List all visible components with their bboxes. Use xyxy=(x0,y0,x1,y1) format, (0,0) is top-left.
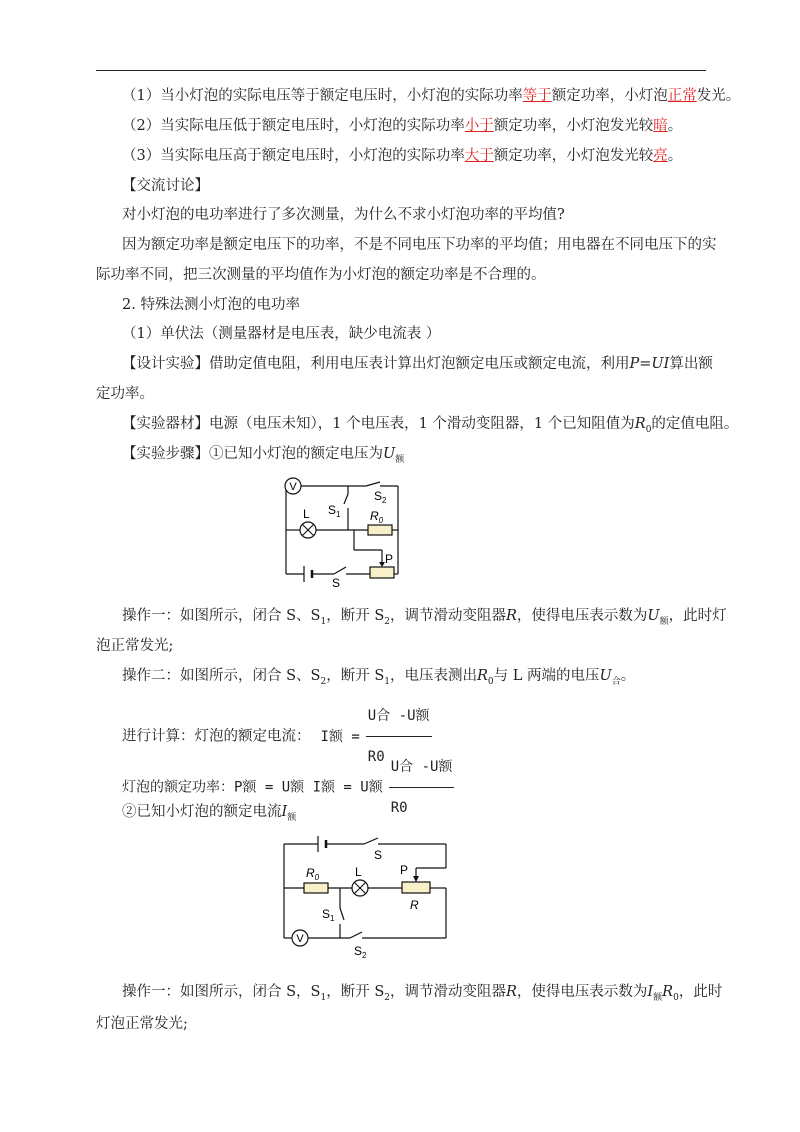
section-heading: 2. 特殊法测小灯泡的电功率 xyxy=(122,297,300,313)
battery-icon xyxy=(304,566,312,582)
rheostat xyxy=(370,567,394,578)
calc-power: 灯泡的额定功率：P额 = U额 I额 = U额 $\frac{\text{U合 -U额}}{R0}$ xyxy=(122,748,742,827)
lamp-label: L xyxy=(303,507,310,521)
power-fraction: $\frac{\text{U合 -U额}}{R0}$ xyxy=(389,748,455,827)
current-fraction: $\frac{\text{U合 -U额}}{R0}$ xyxy=(366,697,432,776)
method-heading: （1）单伏法（测量器材是电压表，缺少电流表 ） xyxy=(122,326,441,342)
conclusion-2: （2）当实际电压低于额定电压时，小灯泡的实际功率小于额定功率，小灯泡发光较暗。 xyxy=(122,118,683,134)
r0-label: $R_0$ xyxy=(306,866,320,882)
switch-s1-label: $S_1$ xyxy=(328,503,341,519)
voltmeter-label: V xyxy=(296,933,304,945)
lamp-icon xyxy=(352,880,368,896)
op1-first-line: 操作一：如图所示，闭合 S、$S_1$，断开 $S_2$，调节滑动变阻器R，使得电压表示数为$U_额$，此时灯 xyxy=(122,608,727,627)
switch-s1-label: $S_1$ xyxy=(322,907,335,923)
switch-s2-label: $S_2$ xyxy=(374,489,387,505)
fixed-resistor-r0 xyxy=(368,525,392,535)
op2-line: 操作二：如图所示，闭合 S、$S_2$，断开 $S_1$，电压表测出$R_0$与 L 两端的电压$U_合$。 xyxy=(122,668,636,687)
discussion-question: 对小灯泡的电功率进行了多次测量，为什么不求小灯泡功率的平均值? xyxy=(122,207,565,223)
case2-line: ②已知小灯泡的额定电流$I_额$ xyxy=(122,804,297,823)
fixed-resistor-r0 xyxy=(304,883,328,893)
calc-current: 进行计算：灯泡的额定电流： I额 = $\frac{\text{U合 -U额}}{R0}$ xyxy=(122,697,742,776)
slider-label: P xyxy=(400,863,409,877)
discussion-answer-line2: 际功率不同，把三次测量的平均值作为小灯泡的额定功率是不合理的。 xyxy=(96,267,546,283)
r0-label: $R_0$ xyxy=(370,509,384,525)
steps-line: 【实验步骤】①已知小灯泡的额定电压为$U_额$ xyxy=(122,446,405,465)
voltmeter-label: V xyxy=(289,481,297,493)
circuit-diagram-2 xyxy=(270,828,455,966)
rheostat-slider-arrow xyxy=(413,876,419,882)
circuit-diagram-1 xyxy=(270,470,420,588)
switch-s-label: S xyxy=(374,848,383,862)
discussion-answer-line1: 因为额定功率是额定电压下的功率，不是不同电压下功率的平均值；用电器在不同电压下的实 xyxy=(122,237,717,253)
discussion-title: 【交流讨论】 xyxy=(122,178,209,194)
switch-s-label: S xyxy=(332,576,341,588)
slider-label: P xyxy=(385,552,394,566)
equipment-line: 【实验器材】电源（电压未知），1 个电压表，1 个滑动变阻器，1 个已知阻值为$R_0$的定值电阻。 xyxy=(122,416,739,435)
op1b-first-line: 操作一：如图所示，闭合 S，$S_1$，断开 $S_2$，调节滑动变阻器R，使得电压表示数为$I_额R_0$，此时 xyxy=(122,984,723,1003)
switch-s2-label: $S_2$ xyxy=(354,944,367,960)
lamp-icon xyxy=(300,522,316,538)
rheostat xyxy=(402,882,430,893)
design-line2: 定功率。 xyxy=(96,386,154,402)
op1b-second-line: 灯泡正常发光; xyxy=(96,1016,188,1032)
op1-second-line: 泡正常发光; xyxy=(96,638,174,654)
conclusion-3: （3）当实际电压高于额定电压时，小灯泡的实际功率大于额定功率，小灯泡发光较亮。 xyxy=(122,148,683,164)
lamp-label: L xyxy=(355,865,362,879)
design-line1: 【设计实验】借助定值电阻，利用电压表计算出灯泡额定电压或额定电流，利用P=UI算出额 xyxy=(122,356,713,372)
conclusion-1: （1）当小灯泡的实际电压等于额定电压时，小灯泡的实际功率等于额定功率，小灯泡正常发光。 xyxy=(122,88,741,104)
rheostat-label: R xyxy=(410,898,419,912)
header-rule xyxy=(96,70,706,71)
battery-icon xyxy=(318,836,326,852)
